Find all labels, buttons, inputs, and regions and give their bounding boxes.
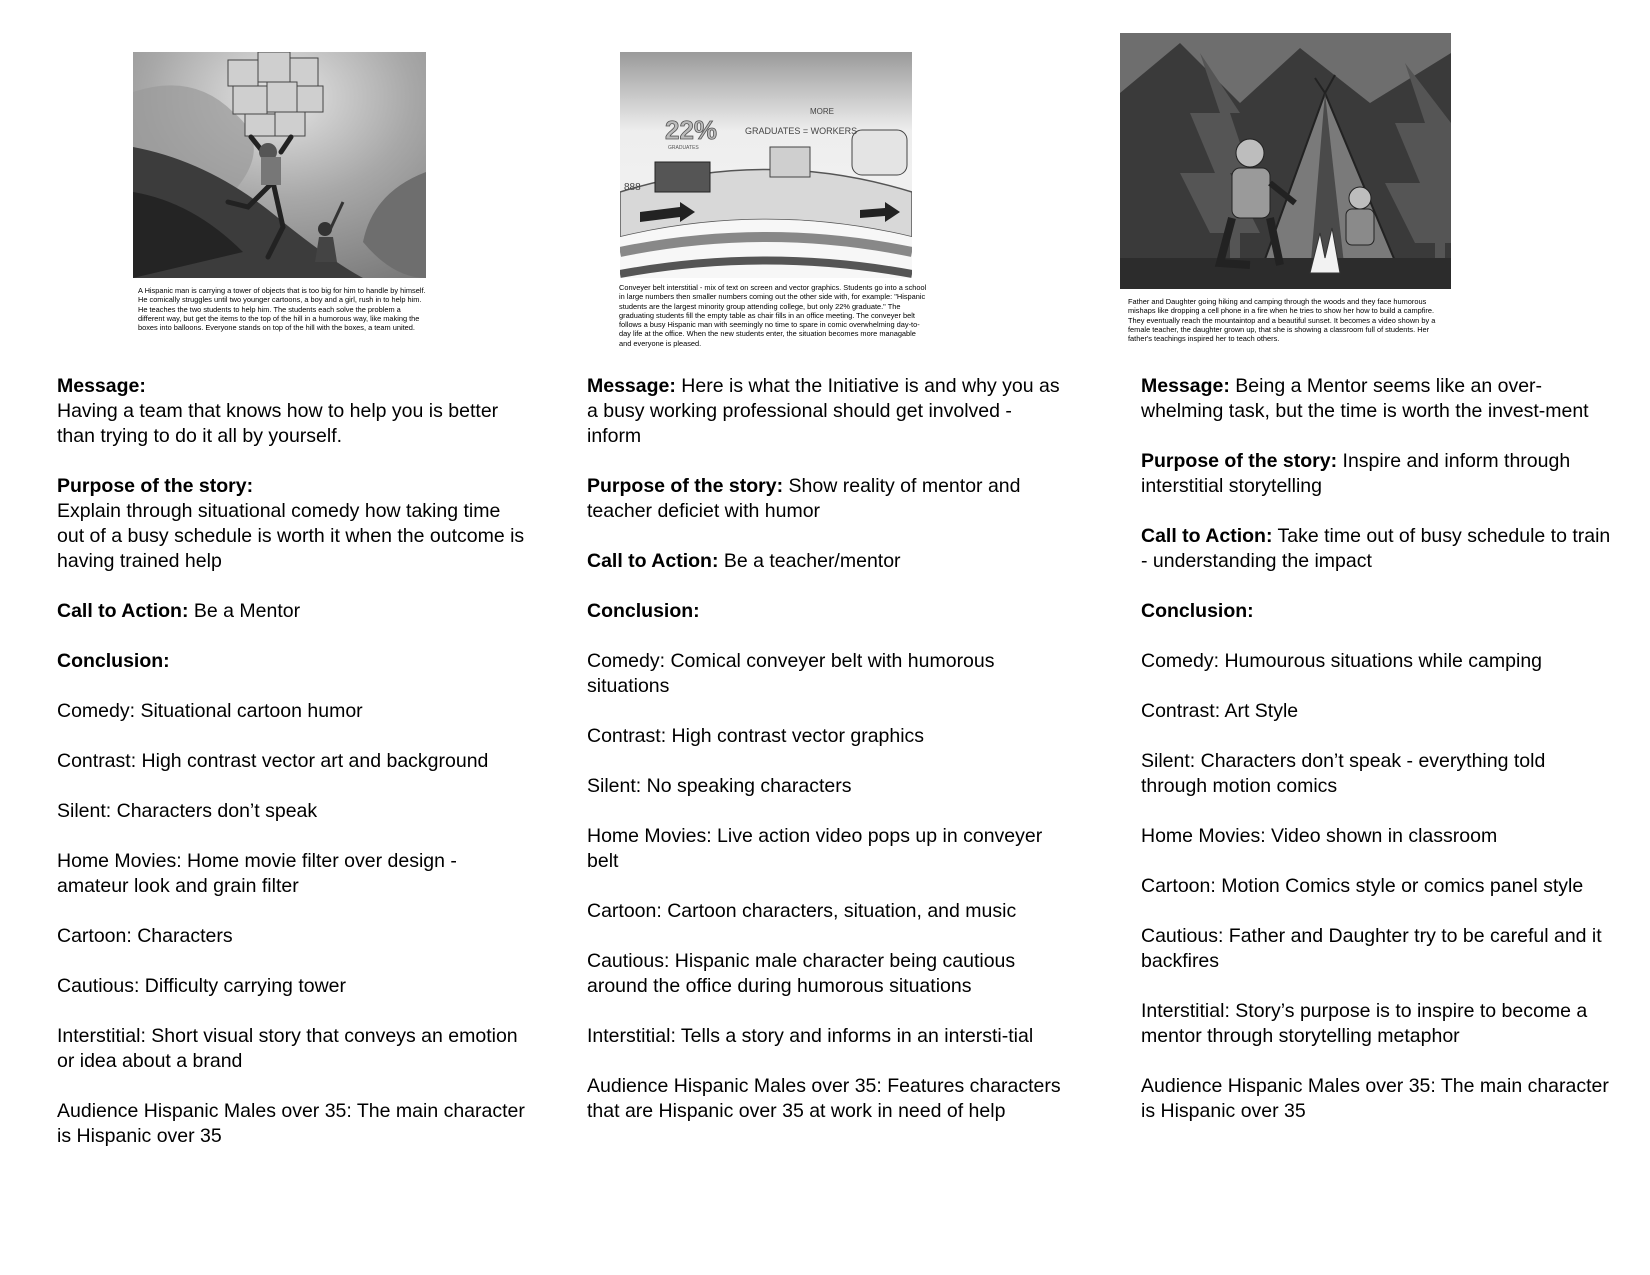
conclusion-point: Cautious: Difficulty carrying tower: [57, 975, 346, 997]
message-section: [1141, 374, 1611, 424]
purpose-section: [57, 474, 527, 574]
conclusion-point: Home Movies: Live action video pops up in conveyer belt: [587, 825, 1043, 872]
conclusion-point: Cartoon: Characters: [57, 925, 233, 947]
conclusion-point: Cartoon: Cartoon characters, situation, and music: [587, 900, 1017, 922]
message-label: Message:: [57, 375, 146, 397]
conveyer-belt-image: [620, 52, 912, 278]
conclusion-point: Silent: Characters don’t speak - everything told through motion comics: [1141, 750, 1546, 797]
purpose-section: [1141, 449, 1611, 499]
conclusion-point: Cautious: Father and Daughter try to be careful and it backfires: [1141, 925, 1602, 972]
call-to-action-text: Take time out of busy schedule to train - understanding the impact: [1141, 525, 1611, 572]
campfire-scene-image: [1120, 33, 1451, 289]
conclusion-point: Silent: No speaking characters: [587, 775, 852, 797]
purpose-text: Show reality of mentor and teacher deficiet with humor: [587, 475, 1021, 522]
purpose-label: Purpose of the story:: [587, 475, 784, 497]
description-column: [1141, 374, 1611, 1149]
message-label: Message:: [1141, 375, 1230, 397]
call-to-action-section: [587, 549, 1062, 574]
call-to-action-label: Call to Action:: [57, 600, 189, 622]
message-section: [57, 374, 527, 449]
conclusion-heading: Conclusion:: [57, 650, 170, 672]
more-label: MORE: [810, 107, 834, 116]
purpose-text: Inspire and inform through interstitial storytelling: [1141, 450, 1571, 497]
conclusion-point: Audience Hispanic Males over 35: Features characters that are Hispanic over 35 at work in need of help: [587, 1075, 1061, 1122]
purpose-text: Explain through situational comedy how taking time out of a busy schedule is worth it when the outcome is having trained help: [57, 500, 525, 572]
daughter-figure: [1346, 187, 1374, 245]
conclusion-point: Interstitial: Story’s purpose is to inspire to become a mentor through storytelling metaphor: [1141, 1000, 1588, 1047]
conclusion-point: Interstitial: Tells a story and informs in an intersti-tial: [587, 1025, 1034, 1047]
conclusion-point: Interstitial: Short visual story that conveys an emotion or idea about a brand: [57, 1025, 518, 1072]
conclusion-point: Contrast: Art Style: [1141, 700, 1299, 722]
call-to-action-label: Call to Action:: [1141, 525, 1273, 547]
message-section: [587, 374, 1062, 449]
conclusion-point: Contrast: High contrast vector graphics: [587, 725, 925, 747]
purpose-label: Purpose of the story:: [57, 475, 254, 497]
conclusion-point: Silent: Characters don’t speak: [57, 800, 318, 822]
call-to-action-label: Call to Action:: [587, 550, 719, 572]
conclusion-point: Comedy: Humourous situations while camping: [1141, 650, 1543, 672]
conclusion-heading: Conclusion:: [1141, 600, 1254, 622]
purpose-section: [587, 474, 1062, 524]
illustration-caption: A Hispanic man is carrying a tower of objects that is too big for him to handle by himself. He comically struggles until two younger cartoons, a boy and a girl, rush in to help him. He teaches the two students to help him. The students each solve the problem a different way, but get the items to the top of the hill in a humorous way, like making the boxes into balloons. Everyone stands on top of the hill with the boxes, a team united.: [138, 286, 426, 333]
message-text: Being a Mentor seems like an over-whelming task, but the time is worth the invest-ment: [1141, 375, 1589, 422]
call-to-action-text: Be a teacher/mentor: [723, 550, 901, 572]
message-label: Message:: [587, 375, 676, 397]
illustration-caption: Father and Daughter going hiking and camping through the woods and they face humorous mishaps like dropping a cell phone in a fire when he tries to show her how to build a campfire. They eventually reach the mountaintop and a beautiful sunset. It becomes a video shown by a female teacher, the daughter grown up, that she is showing a classroom full of students. Her father's teachings inspired her to teach others.: [1128, 297, 1436, 344]
counter-label: 888: [624, 182, 641, 193]
graduates-workers-label: GRADUATES = WORKERS: [745, 126, 858, 136]
conclusion-point: Comedy: Comical conveyer belt with humorous situations: [587, 650, 995, 697]
illustration-man-carrying-tower: [133, 52, 426, 278]
purpose-label: Purpose of the story:: [1141, 450, 1338, 472]
conclusion-point: Audience Hispanic Males over 35: The main character is Hispanic over 35: [1141, 1075, 1609, 1122]
conclusion-heading: Conclusion:: [587, 600, 700, 622]
conclusion-point: Home Movies: Home movie filter over design - amateur look and grain filter: [57, 850, 457, 897]
graduates-small-label: GRADUATES: [668, 145, 699, 151]
message-text: Here is what the Initiative is and why you as a busy working professional should get involved - inform: [587, 375, 1060, 447]
illustration-conveyer-belt: [620, 52, 912, 278]
conclusion-point: Home Movies: Video shown in classroom: [1141, 825, 1498, 847]
call-to-action-text: Be a Mentor: [193, 600, 301, 622]
conclusion-point: Cautious: Hispanic male character being cautious around the office during humorous situations: [587, 950, 1016, 997]
conclusion-point: Contrast: High contrast vector art and background: [57, 750, 489, 772]
tower-scene-image: [133, 52, 426, 278]
description-column: [57, 374, 527, 1174]
conclusion-point: Audience Hispanic Males over 35: The main character is Hispanic over 35: [57, 1100, 525, 1147]
call-to-action-section: [1141, 524, 1611, 574]
illustration-campfire: [1120, 33, 1451, 289]
conclusion-point: Cartoon: Motion Comics style or comics panel style: [1141, 875, 1584, 897]
description-column: [587, 374, 1062, 1149]
conclusion-point: Comedy: Situational cartoon humor: [57, 700, 363, 722]
call-to-action-section: [57, 599, 527, 624]
graduates-percent-text: 22%: [665, 115, 718, 145]
message-text: Having a team that knows how to help you is better than trying to do it all by yourself.: [57, 400, 499, 447]
illustration-caption: Conveyer belt interstitial - mix of text on screen and vector graphics. Students go into a school in large numbers then smaller numbers coming out the other side with, for example: "Hispanic students are the largest minority group attending college, but only 22% graduate." The graduating students fill the empty table as chair fills in an office meeting. The conveyer belt follows a busy Hispanic man with seemingly no time to spare in comic overwhelming day-to-day life at the office. When the new students enter, the situation becomes more managable and everyone is pleased.: [619, 283, 927, 348]
